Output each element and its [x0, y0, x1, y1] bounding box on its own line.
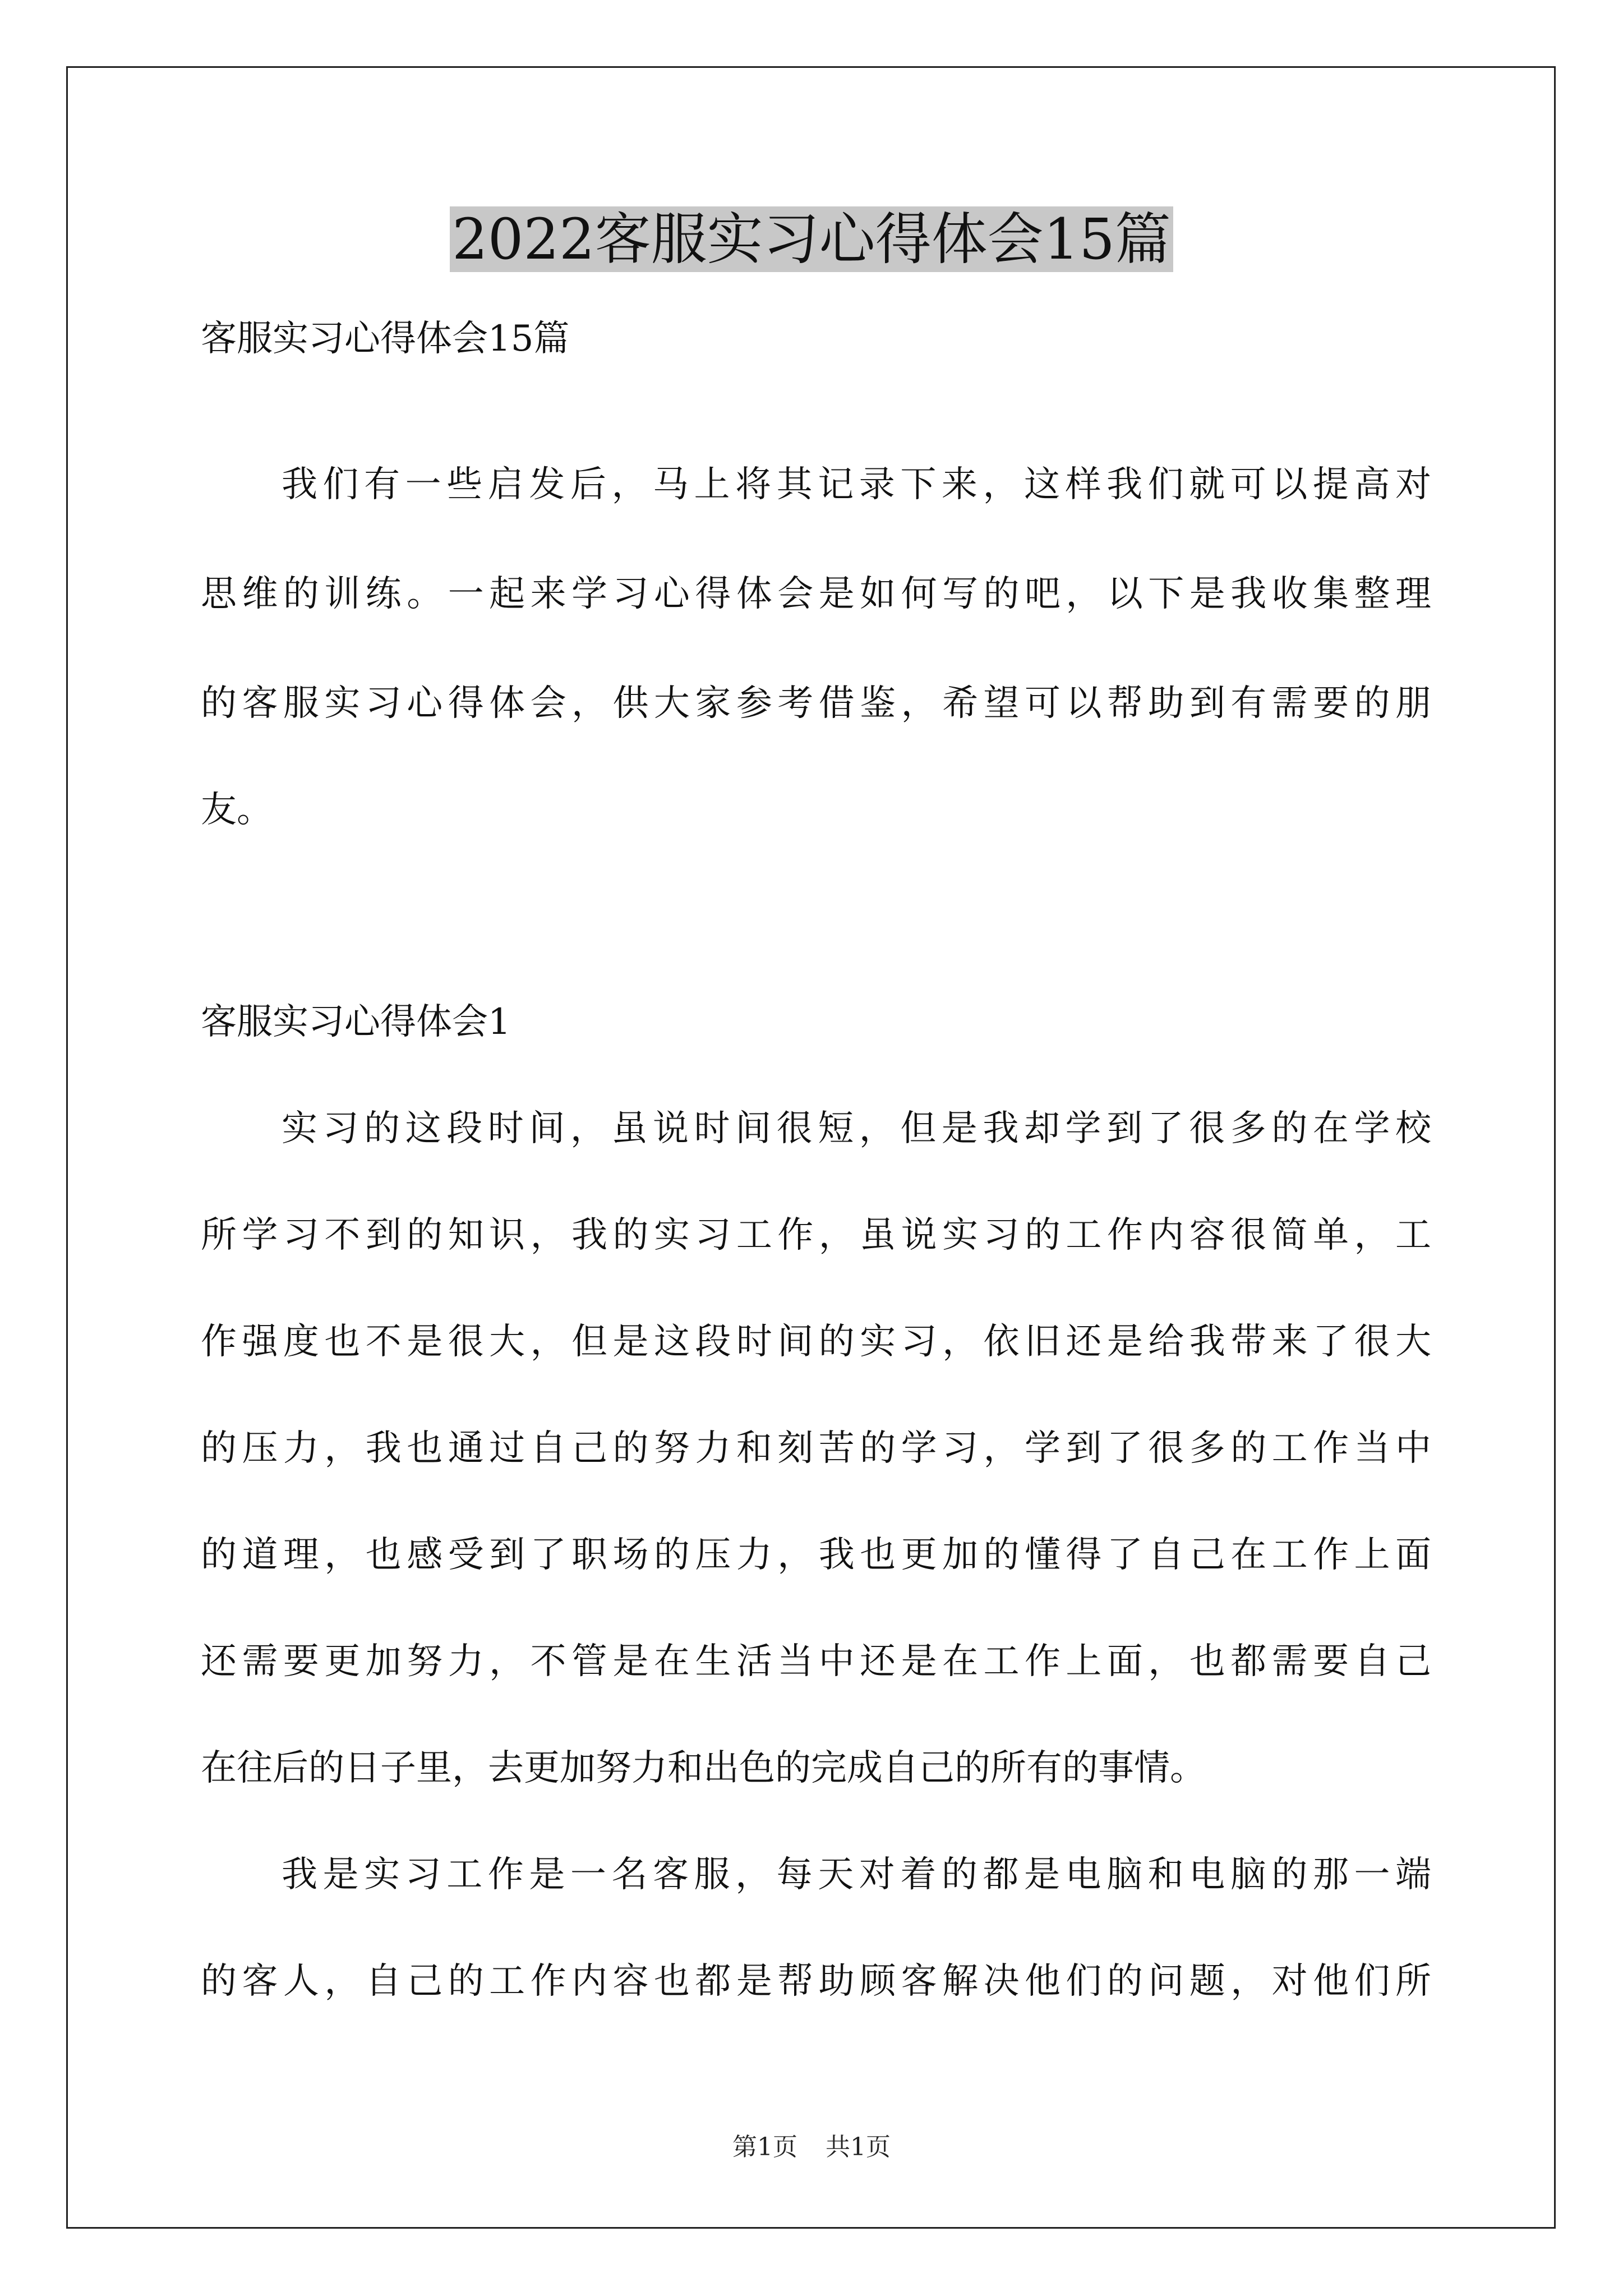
intro-line-1: 我们有一些启发后，马上将其记录下来，这样我们就可以提高对: [282, 464, 1431, 505]
page-number: 第1页: [732, 2133, 797, 2161]
paragraph1-line-3: 作强度也不是很大，但是这段时间的实习，依旧还是给我带来了很大: [201, 1321, 1431, 1363]
document-subtitle: 客服实习心得体会15篇: [201, 318, 570, 360]
intro-line-2: 思维的训练。一起来学习心得体会是如何写的吧，以下是我收集整理: [201, 573, 1431, 615]
document-title: [0, 203, 1623, 276]
title-highlight: 2022客服实习心得体会15篇: [450, 206, 1173, 272]
paragraph2-line-1: 我是实习工作是一名客服，每天对着的都是电脑和电脑的那一端: [282, 1854, 1431, 1895]
paragraph1-line-5: 的道理，也感受到了职场的压力，我也更加的懂得了自己在工作上面: [201, 1534, 1431, 1576]
paragraph1-line-2: 所学习不到的知识，我的实习工作，虽说实习的工作内容很简单，工: [201, 1214, 1431, 1256]
paragraph2-line-2: 的客人，自己的工作内容也都是帮助顾客解决他们的问题，对他们所: [201, 1961, 1431, 2002]
intro-line-3: 的客服实习心得体会，供大家参考借鉴，希望可以帮助到有需要的朋: [201, 683, 1431, 724]
page-total: 共1页: [826, 2133, 891, 2161]
intro-line-4: 友。: [201, 789, 273, 831]
section-heading: 客服实习心得体会1: [201, 1001, 511, 1043]
paragraph1-line-4: 的压力，我也通过自己的努力和刻苦的学习，学到了很多的工作当中: [201, 1428, 1431, 1469]
paragraph1-line-6: 还需要更加努力，不管是在生活当中还是在工作上面，也都需要自己: [201, 1641, 1431, 1682]
paragraph1-line-1: 实习的这段时间，虽说时间很短，但是我却学到了很多的在学校: [282, 1108, 1431, 1149]
paragraph1-line-7: 在往后的日子里，去更加努力和出色的完成自己的所有的事情。: [201, 1747, 1206, 1789]
page-footer: [0, 2132, 1623, 2163]
